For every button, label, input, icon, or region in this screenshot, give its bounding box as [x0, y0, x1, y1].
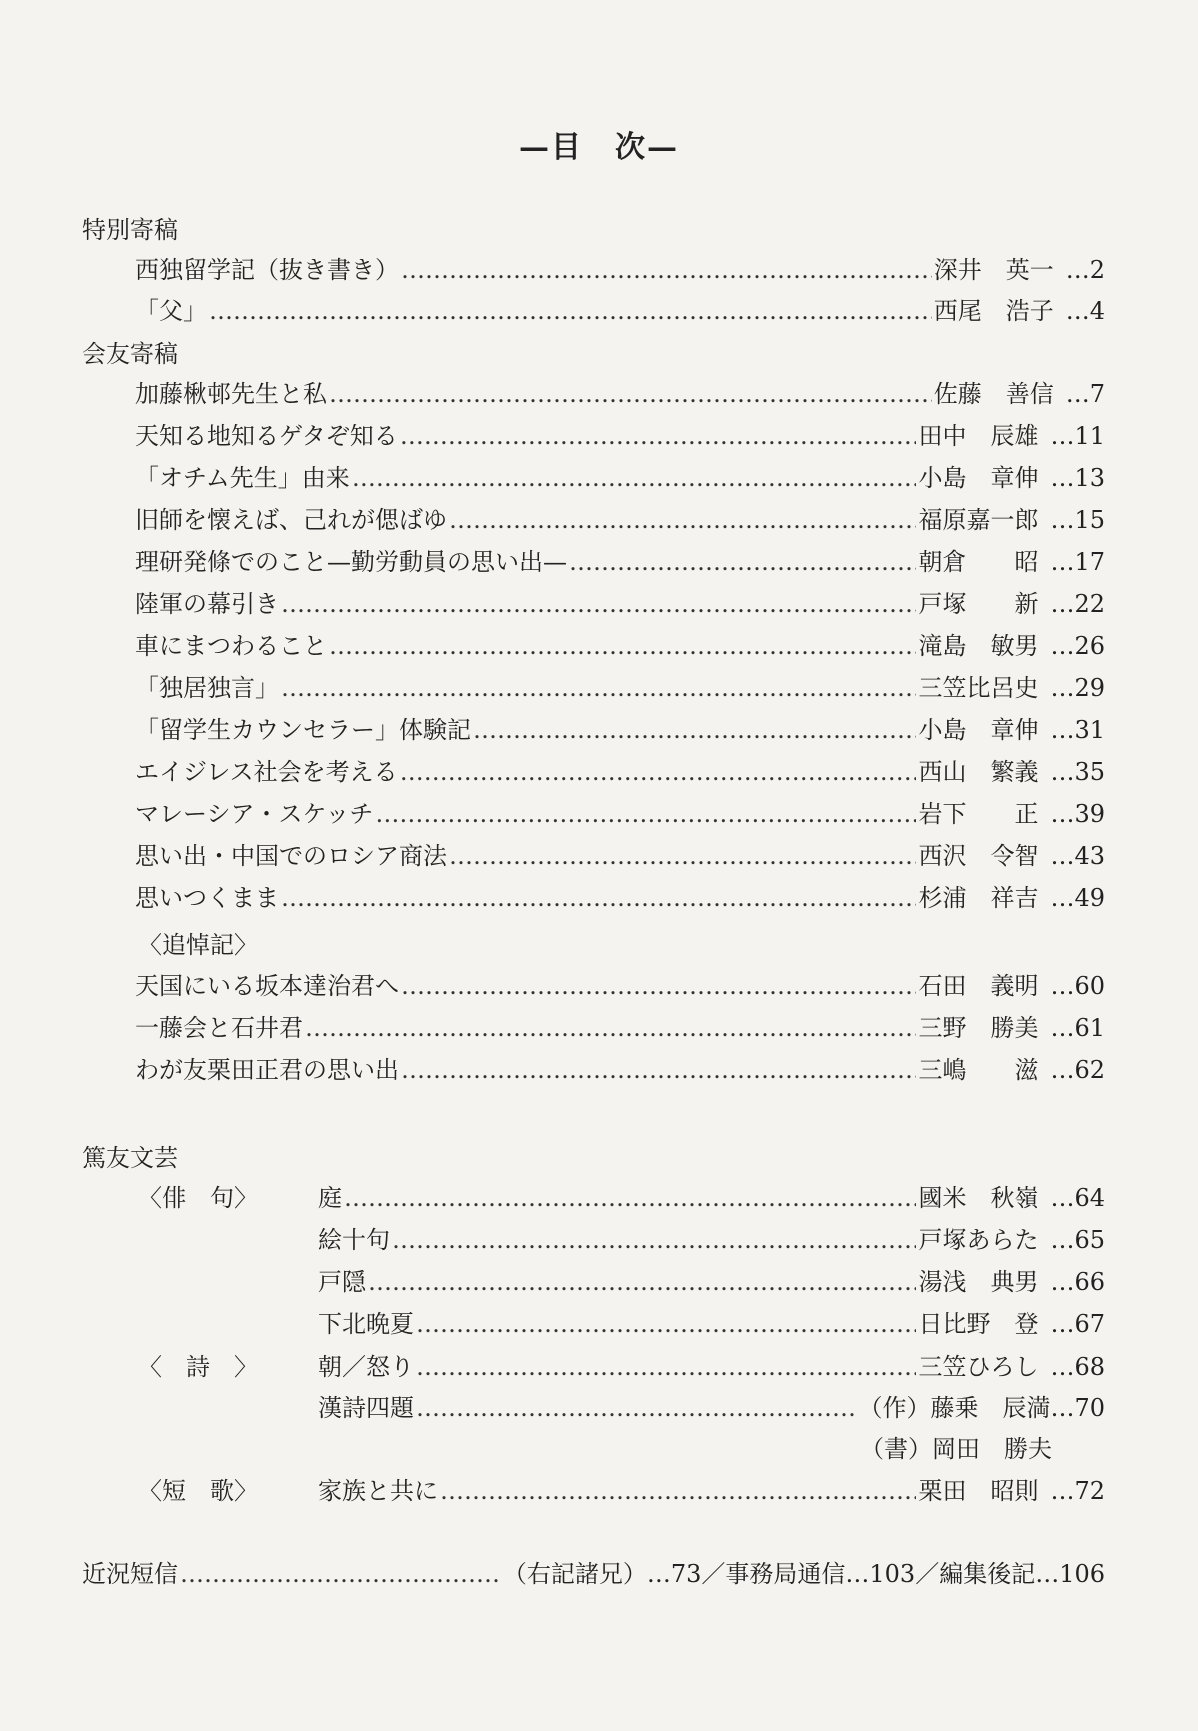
toc-entry[interactable]: 旧師を懐えば、己れが偲ばゆ ………………………………………………………………………………………………………………………………………………………………………………………………………………… 福原嘉一郎 … 15	[135, 504, 1105, 536]
entry-title: 絵十句	[318, 1226, 390, 1254]
entry-author: 戸塚 新	[918, 590, 1039, 618]
toc-entry[interactable]: 理研発條でのこと—勤労動員の思い出— ………………………………………………………………………………………………………………………………………………………………………………………………………………… 朝倉 昭 … 17	[135, 546, 1105, 578]
toc-entry[interactable]: 一藤会と石井君 ………………………………………………………………………………………………………………………………………………………………………………………………………………… 三野 勝美 … 61	[135, 1012, 1105, 1044]
entry-page: 66	[1074, 1268, 1105, 1296]
section-members: 会友寄稿	[82, 340, 178, 368]
toc-entry[interactable]: 「父」 ………………………………………………………………………………………………………………………………………………………………………………………………………………… 西尾 浩子 … 4	[135, 295, 1105, 327]
leader-dots	[416, 1351, 916, 1383]
leader-dots	[416, 1392, 856, 1424]
entry-title: わが友栗田正君の思い出	[135, 1056, 399, 1084]
entry-title: エイジレス社会を考える	[135, 758, 398, 786]
entry-page-prefix: …	[1065, 256, 1090, 284]
entry-title: 思い出・中国でのロシア商法	[135, 842, 447, 870]
entry-author: 福原嘉一郎	[918, 506, 1039, 534]
leader-dots	[400, 756, 917, 788]
entry-title: 下北晩夏	[318, 1310, 414, 1338]
toc-entry[interactable]: 絵十句 ………………………………………………………………………………………………………………………………………………………………………………………………………………… 戸塚あらた … 65	[318, 1224, 1105, 1256]
entry-title: 家族と共に	[318, 1477, 438, 1505]
entry-author: 深井 英一	[933, 256, 1054, 284]
entry-page: 35	[1074, 758, 1105, 786]
entry-page: 15	[1074, 506, 1105, 534]
entry-page: 17	[1074, 548, 1105, 576]
leader-dots	[329, 630, 916, 662]
entry-author: 田中 辰雄	[918, 422, 1039, 450]
calligraphy-credit: （書）岡田 勝夫	[860, 1435, 1052, 1463]
entry-title: 旧師を懐えば、己れが偲ばゆ	[135, 506, 447, 534]
entry-page: 72	[1074, 1477, 1105, 1505]
leader-dots	[401, 1054, 916, 1086]
leader-dots	[281, 588, 916, 620]
leader-dots	[329, 378, 932, 410]
entry-title: 天国にいる坂本達治君へ	[135, 972, 399, 1000]
page-title: —目 次—	[519, 130, 679, 165]
entry-page: 39	[1074, 800, 1105, 828]
entry-author: 小島 章伸	[918, 464, 1039, 492]
leader-dots	[368, 1266, 916, 1298]
memorial-heading: 〈追悼記〉	[138, 931, 258, 959]
leader-dots	[473, 714, 916, 746]
toc-entry[interactable]: 加藤楸邨先生と私 ………………………………………………………………………………………………………………………………………………………………………………………………………………… 佐藤 善信 … 7	[135, 378, 1105, 410]
category-haiku: 〈俳 句〉	[138, 1184, 258, 1212]
entry-page: 7	[1089, 380, 1105, 408]
leader-dots	[281, 882, 916, 914]
entry-page: 67	[1074, 1310, 1105, 1338]
section-special: 特別寄稿	[82, 216, 178, 244]
entry-author: 朝倉 昭	[918, 548, 1039, 576]
leader-dots	[440, 1475, 916, 1507]
entry-author: 三笠ひろし	[918, 1353, 1039, 1381]
toc-entry[interactable]: 下北晩夏 ………………………………………………………………………………………………………………………………………………………………………………………………………………… 日比野 登 … 67	[318, 1308, 1105, 1340]
toc-entry[interactable]: 陸軍の幕引き ………………………………………………………………………………………………………………………………………………………………………………………………………………… 戸塚 新 … 22	[135, 588, 1105, 620]
entry-author: 岩下 正	[918, 800, 1039, 828]
entry-page: 64	[1074, 1184, 1105, 1212]
news-label: 近況短信	[82, 1560, 178, 1588]
entry-page: 43	[1074, 842, 1105, 870]
news-tail: （右記諸兄）…73／事務局通信…103／編集後記…106	[502, 1560, 1105, 1588]
toc-entry[interactable]: 車にまつわること ………………………………………………………………………………………………………………………………………………………………………………………………………………… 滝島 敏男 … 26	[135, 630, 1105, 662]
leader-dots	[400, 420, 917, 452]
toc-entry[interactable]	[135, 254, 1105, 286]
toc-entry[interactable]: 庭 ………………………………………………………………………………………………………………………………………………………………………………………………………………… 國米 秋嶺 … 64	[318, 1182, 1105, 1214]
entry-page: 29	[1074, 674, 1105, 702]
entry-author: 佐藤 善信	[933, 380, 1054, 408]
entry-author: 三笠比呂史	[918, 674, 1039, 702]
leader-dots	[401, 254, 932, 286]
entry-title: 「オチム先生」由来	[135, 464, 350, 492]
entry-title: 西独留学記（抜き書き）	[135, 256, 399, 284]
leader-dots	[449, 840, 916, 872]
leader-dots	[401, 970, 916, 1002]
entry-page: 65	[1074, 1226, 1105, 1254]
entry-title: 理研発條でのこと—勤労動員の思い出—	[135, 548, 567, 576]
entry-page: 60	[1074, 972, 1105, 1000]
toc-entry[interactable]: 「留学生カウンセラー」体験記 ………………………………………………………………………………………………………………………………………………………………………………………………………………… 小島 章伸 … 31	[135, 714, 1105, 746]
entry-author: 三嶋 滋	[918, 1056, 1039, 1084]
entry-title: 加藤楸邨先生と私	[135, 380, 327, 408]
entry-title: 車にまつわること	[135, 632, 327, 660]
entry-title: 天知る地知るゲタぞ知る	[135, 422, 398, 450]
entry-page: 26	[1074, 632, 1105, 660]
entry-page: 61	[1074, 1014, 1105, 1042]
entry-author: 戸塚あらた	[918, 1226, 1039, 1254]
entry-page: 62	[1074, 1056, 1105, 1084]
toc-entry[interactable]: 「独居独言」 ………………………………………………………………………………………………………………………………………………………………………………………………………………… 三笠比呂史 … 29	[135, 672, 1105, 704]
section-arts: 篤友文芸	[82, 1144, 178, 1172]
leader-dots	[281, 672, 916, 704]
entry-title: 陸軍の幕引き	[135, 590, 279, 618]
entry-title: 「独居独言」	[135, 674, 279, 702]
entry-title: 戸隠	[318, 1268, 366, 1296]
entry-page: 68	[1074, 1353, 1105, 1381]
entry-author: 西沢 令智	[918, 842, 1039, 870]
entry-title: 庭	[318, 1184, 342, 1212]
toc-entry[interactable]: 「オチム先生」由来 ………………………………………………………………………………………………………………………………………………………………………………………………………………… 小島 章伸 … 13	[135, 462, 1105, 494]
entry-title: 「留学生カウンセラー」体験記	[135, 716, 471, 744]
toc-entry[interactable]: 漢詩四題 ………………………………………………………………………………………………………………………………………………………………………………………………………………… （作）藤乗 辰満 … 70	[318, 1392, 1105, 1424]
entry-title: 「父」	[135, 297, 207, 325]
entry-page: 11	[1074, 422, 1105, 450]
toc-entry[interactable]: 朝／怒り ………………………………………………………………………………………………………………………………………………………………………………………………………………… 三笠ひろし … 68	[318, 1351, 1105, 1383]
entry-title: 漢詩四題	[318, 1394, 414, 1422]
toc-entry[interactable]: 天国にいる坂本達治君へ ………………………………………………………………………………………………………………………………………………………………………………………………………………… 石田 義明 … 60	[135, 970, 1105, 1002]
entry-page: 13	[1074, 464, 1105, 492]
toc-entry[interactable]: 家族と共に ………………………………………………………………………………………………………………………………………………………………………………………………………………… 栗田 昭則 … 72	[318, 1475, 1105, 1507]
toc-entry[interactable]: エイジレス社会を考える ………………………………………………………………………………………………………………………………………………………………………………………………………………… 西山 繁義 … 35	[135, 756, 1105, 788]
entry-author: 三野 勝美	[918, 1014, 1039, 1042]
leader-dots	[344, 1182, 916, 1214]
entry-author: 國米 秋嶺	[918, 1184, 1039, 1212]
news-entry[interactable]	[82, 1558, 1105, 1590]
leader-dots	[180, 1558, 501, 1590]
entry-author: 湯浅 典男	[918, 1268, 1039, 1296]
entry-author: 杉浦 祥吉	[918, 884, 1039, 912]
entry-page: 49	[1074, 884, 1105, 912]
entry-page: 22	[1074, 590, 1105, 618]
toc-entry[interactable]: 天知る地知るゲタぞ知る ………………………………………………………………………………………………………………………………………………………………………………………………………………… 田中 辰雄 … 11	[135, 420, 1105, 452]
entry-author: 滝島 敏男	[918, 632, 1039, 660]
leader-dots	[209, 295, 932, 327]
leader-dots	[352, 462, 917, 494]
toc-entry[interactable]: 思い出・中国でのロシア商法 ………………………………………………………………………………………………………………………………………………………………………………………………………………… 西沢 令智 … 43	[135, 840, 1105, 872]
toc-entry[interactable]: わが友栗田正君の思い出 ………………………………………………………………………………………………………………………………………………………………………………………………………………… 三嶋 滋 … 62	[135, 1054, 1105, 1086]
entry-author: （作）藤乗 辰満	[858, 1394, 1051, 1422]
entry-author: 西尾 浩子	[933, 297, 1054, 325]
entry-author: 小島 章伸	[918, 716, 1039, 744]
category-tanka: 〈短 歌〉	[138, 1477, 258, 1505]
entry-author: 西山 繁義	[918, 758, 1039, 786]
entry-author: 日比野 登	[918, 1310, 1039, 1338]
entry-title: 朝／怒り	[318, 1353, 414, 1381]
leader-dots	[375, 798, 916, 830]
leader-dots	[569, 546, 916, 578]
leader-dots	[416, 1308, 916, 1340]
toc-entry[interactable]: 戸隠 ………………………………………………………………………………………………………………………………………………………………………………………………………………… 湯浅 典男 … 66	[318, 1266, 1105, 1298]
leader-dots	[305, 1012, 916, 1044]
entry-title: マレーシア・スケッチ	[135, 800, 374, 828]
toc-entry[interactable]: 思いつくまま ………………………………………………………………………………………………………………………………………………………………………………………………………………… 杉浦 祥吉 … 49	[135, 882, 1105, 914]
entry-title: 思いつくまま	[135, 884, 279, 912]
entry-page: 2	[1089, 256, 1105, 284]
entry-author: 石田 義明	[918, 972, 1039, 1000]
leader-dots	[449, 504, 916, 536]
entry-page: 4	[1089, 297, 1105, 325]
toc-entry[interactable]: マレーシア・スケッチ ………………………………………………………………………………………………………………………………………………………………………………………………………………… 岩下 正 … 39	[135, 798, 1105, 830]
entry-author: 栗田 昭則	[918, 1477, 1039, 1505]
entry-page: 70	[1074, 1394, 1105, 1422]
entry-title: 一藤会と石井君	[135, 1014, 303, 1042]
leader-dots	[392, 1224, 916, 1256]
entry-page: 31	[1074, 716, 1105, 744]
category-poem: 〈 詩 〉	[138, 1353, 258, 1381]
